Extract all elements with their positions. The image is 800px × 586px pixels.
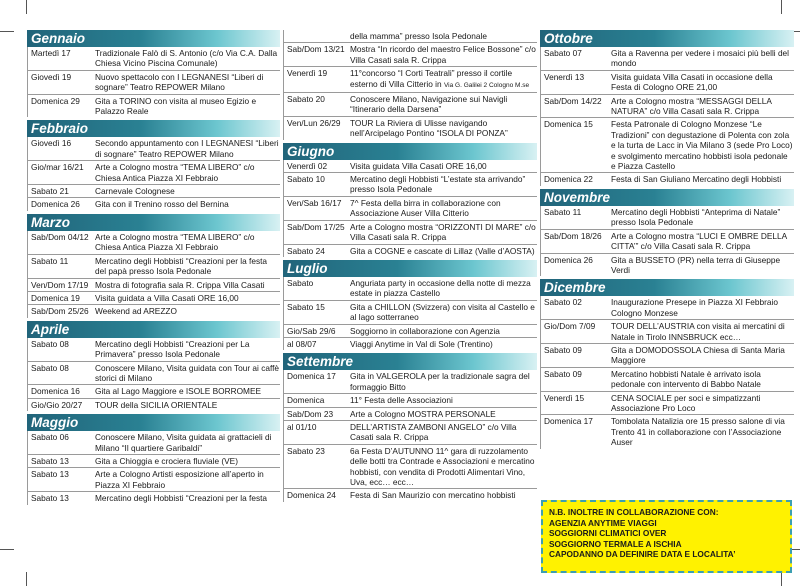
event-date	[287, 31, 350, 41]
event-row	[541, 344, 794, 368]
event-desc: 6a Festa D’AUTUNNO 11^ gara di ruzzolamento delle botti tra Contrade e Associazioni e mercatino hobbisti, con vendita di Prodotti Alimentari Vino, Uva, ecc… ecc…	[350, 445, 535, 487]
event-desc: Conoscere Milano, Visita guidata con Tour ai caffè storici di Milano	[95, 362, 280, 383]
event-row	[28, 385, 280, 398]
column-middle	[283, 30, 537, 505]
crop-mark	[781, 0, 782, 14]
event-row	[28, 198, 280, 210]
event-date: Domenica 19	[31, 292, 80, 303]
month-title: Dicembre	[540, 279, 794, 296]
event-row	[284, 197, 537, 221]
event-desc: Gita a Ravenna per vedere i mosaici più belli del mondo	[611, 48, 790, 69]
event-row	[541, 368, 794, 392]
month-gennaio	[27, 30, 280, 117]
event-desc: Secondo appuntamento con I LEGNANESI “Liberi di sognare” Teatro REPOWER Milano	[95, 138, 279, 159]
event-date: Venerdì 02	[287, 160, 328, 171]
month-title: Marzo	[27, 214, 280, 231]
month-maggio-continued	[283, 30, 537, 140]
event-list	[540, 47, 794, 186]
event-date: Sab/Dom 18/26	[544, 230, 602, 241]
event-list	[540, 206, 794, 276]
event-row	[284, 160, 537, 173]
event-row	[284, 30, 537, 43]
month-title: Febbraio	[27, 120, 280, 137]
event-row	[284, 277, 537, 301]
event-desc: Gita con il Trenino rosso del Bernina	[95, 199, 229, 210]
event-desc: Conoscere Milano, Visita guidata ai grattacieli di Milano “Il quartiere Garibaldi”	[95, 432, 272, 453]
event-date: Ven/Lun 26/29	[287, 117, 341, 128]
event-desc: Gita a DOMODOSSOLA Chiesa di Santa Maria Maggiore	[611, 344, 785, 366]
event-row	[284, 173, 537, 197]
event-date: Sabato 13	[31, 469, 69, 480]
event-desc: Carnevale Colognese	[95, 186, 175, 197]
event-date: Ven/Sab 16/17	[287, 197, 342, 208]
event-date: Ven/Dom 17/19	[31, 279, 89, 290]
event-row	[541, 71, 794, 95]
month-maggio	[27, 414, 280, 504]
event-desc: Arte a Cologno mostra “TEMA LIBERO” c/o Chiesa Antica Piazza XI Febbraio	[95, 162, 255, 183]
event-date: Sabato 06	[31, 432, 69, 443]
event-desc: Festa Patronale di Cologno Monzese “Le Tradizioni” con degustazione di Polenta con zola e la turta de Lacc in Via Milano 3 (sede Pro Loco) e svolgimento mercatino hobbisti isola pedonale e Piazza Castello	[611, 119, 793, 172]
event-desc: Mercatino hobbisti Natale è arrivato isola pedonale con intervento di Babbo Natale	[611, 368, 761, 390]
event-row	[28, 362, 280, 386]
month-title: Novembre	[540, 189, 794, 206]
event-desc: Gita a COGNE e cascate di Lillaz (Valle d’AOSTA)	[350, 245, 535, 256]
event-desc: Mercatino degli Hobbisti “Creazioni per la festa	[95, 493, 268, 504]
event-row	[284, 445, 537, 490]
event-date: Sabato 15	[287, 301, 325, 312]
event-row	[284, 221, 537, 245]
event-desc: Arte a Cologno mostra “MESSAGGI DELLA NATURA” c/o Villa Casati sala R. Crippa	[611, 95, 772, 117]
note-line: SOGGIORNI CLIMATICI OVER	[549, 528, 667, 539]
event-row	[284, 394, 537, 407]
event-date: Sabato 23	[287, 445, 325, 456]
event-desc: Nuovo spettacolo con I LEGNANESI “Liberi di sognare” Teatro REPOWER Milano	[95, 71, 264, 93]
event-list	[283, 370, 537, 501]
event-desc: Festa di San Maurizio con mercatino hobbisti	[350, 490, 516, 501]
event-date: Sabato 11	[544, 206, 582, 217]
note-line: SOGGIORNO TERMALE A ISCHIA	[549, 538, 682, 549]
event-desc: Inaugurazione Presepe in Piazza XI Febbraio Cologno Monzese	[611, 297, 778, 318]
event-row	[28, 338, 280, 362]
event-date: Sabato 10	[287, 174, 325, 185]
event-row	[28, 47, 280, 71]
event-row	[284, 301, 537, 325]
month-giugno	[283, 143, 537, 257]
event-date: Sabato 24	[287, 245, 325, 256]
event-date: Sabato 08	[31, 338, 69, 349]
event-desc: TOUR DELL’AUSTRIA con visita ai mercatini di Natale in Tirolo INNSBRUCK ecc…	[611, 321, 785, 342]
event-row	[284, 338, 537, 350]
month-dicembre	[540, 279, 794, 448]
event-row	[541, 392, 794, 416]
column-right	[540, 30, 794, 452]
event-date: Sab/Dom 23	[287, 408, 334, 419]
event-date: Domenica 15	[544, 119, 593, 130]
month-ottobre	[540, 30, 794, 186]
event-desc-address: Via G. Galilei 2 Cologno M.se	[443, 81, 530, 89]
event-desc: Viaggi Anytime in Val di Sole (Trentino)	[350, 338, 493, 349]
event-row	[284, 489, 537, 501]
event-desc: Mercatino degli Hobbisti “Creazioni per La Primavera” presso Isola Pedonale	[95, 338, 250, 360]
event-desc: Mostra di fotografia sala R. Crippa Villa Casati	[95, 279, 265, 290]
event-date: Giovedì 16	[31, 138, 72, 149]
event-row	[284, 408, 537, 421]
event-row	[284, 370, 537, 394]
event-desc: CENA SOCIALE per soci e simpatizzanti Associazione Pro Loco	[611, 392, 761, 413]
event-row	[284, 245, 537, 257]
event-date: Sabato 02	[544, 297, 582, 308]
event-row	[28, 255, 280, 279]
event-date: Sabato	[287, 277, 314, 288]
event-desc: Conoscere Milano, Navigazione sui Navigli “Itinerario della Darsena”	[350, 94, 508, 115]
event-date: Venerdì 15	[544, 392, 585, 403]
month-febbraio	[27, 120, 280, 210]
event-date: Sab/Dom 14/22	[544, 95, 602, 106]
event-desc: Mercatino degli Hobbisti “Creazioni per la festa del papà presso Isola Pedonale	[95, 255, 268, 277]
event-row	[284, 93, 537, 117]
event-desc: della mamma” presso Isola Pedonale	[350, 31, 487, 41]
event-row	[28, 185, 280, 198]
event-desc: Mostra “In ricordo del maestro Felice Bossone” c/o Villa Casati sala R. Crippa	[350, 44, 536, 65]
month-marzo	[27, 214, 280, 318]
event-desc: Mercatino degli Hobbisti “L’estate sta arrivando” presso Isola Pedonale	[350, 174, 526, 195]
month-title: Luglio	[283, 260, 537, 277]
event-date: Domenica 26	[544, 254, 593, 265]
event-date: al 08/07	[287, 338, 317, 349]
event-date: Gio/Dom 7/09	[544, 321, 596, 332]
event-date: Sab/Dom 25/26	[31, 306, 89, 317]
event-desc: Gita a TORINO con visita al museo Egizio e Palazzo Reale	[95, 95, 257, 117]
event-desc: 11° Festa delle Associazioni	[350, 395, 453, 406]
month-title: Maggio	[27, 414, 280, 431]
event-row	[28, 231, 280, 255]
event-row	[284, 421, 537, 445]
column-left	[27, 30, 280, 508]
event-desc: DELL’ARTISTA ZAMBONI ANGELO” c/o Villa Casati sala R. Crippa	[350, 421, 517, 443]
event-list	[283, 30, 537, 140]
event-date: al 01/10	[287, 421, 317, 432]
event-date: Sabato 09	[544, 344, 582, 355]
month-novembre	[540, 189, 794, 276]
event-desc: Arte a Cologno MOSTRA PERSONALE	[350, 408, 496, 419]
event-list	[540, 296, 794, 448]
event-row	[541, 254, 794, 277]
event-row	[28, 279, 280, 292]
event-date: Domenica 26	[31, 199, 80, 210]
event-row	[28, 305, 280, 317]
event-row	[541, 296, 794, 320]
month-settembre	[283, 353, 537, 501]
event-desc: Arte a Cologno mostra “ORIZZONTI DI MARE” c/o Villa Casati sala R. Crippa	[350, 221, 536, 243]
event-date: Venerdì 19	[287, 68, 328, 79]
event-date: Gio/Sab 29/6	[287, 325, 336, 336]
event-row	[28, 492, 280, 504]
month-aprile	[27, 321, 280, 411]
event-row	[541, 95, 794, 119]
event-date: Domenica 22	[544, 174, 593, 185]
event-desc: TOUR della SICILIA ORIENTALE	[95, 399, 218, 410]
crop-mark	[781, 572, 782, 586]
event-desc: Visita guidata a Villa Casati ORE 16,00	[95, 292, 239, 303]
event-row	[28, 161, 280, 185]
event-row	[28, 468, 280, 492]
event-date: Sabato 20	[287, 94, 325, 105]
month-title: Settembre	[283, 353, 537, 370]
event-list	[27, 47, 280, 117]
note-line: AGENZIA ANYTIME VIAGGI	[549, 517, 657, 528]
event-desc: Visita guidata Villa Casati ORE 16,00	[350, 160, 487, 171]
event-date: Sabato 13	[31, 455, 69, 466]
event-date: Domenica 16	[31, 386, 80, 397]
crop-mark	[26, 572, 27, 586]
event-date: Sabato 21	[31, 186, 69, 197]
event-date: Sabato 09	[544, 368, 582, 379]
event-row	[284, 43, 537, 67]
event-date: Martedì 17	[31, 48, 71, 58]
event-desc: Weekend ad AREZZO	[95, 306, 177, 317]
event-date: Domenica 24	[287, 490, 336, 501]
event-date: Domenica 17	[544, 416, 593, 427]
month-title: Aprile	[27, 321, 280, 338]
event-date: Gio/Gio 20/27	[31, 399, 83, 410]
event-row	[541, 118, 794, 173]
event-list	[283, 277, 537, 350]
event-list	[27, 137, 280, 210]
event-date: Venerdì 13	[544, 71, 585, 82]
month-luglio	[283, 260, 537, 350]
event-row	[541, 230, 794, 254]
event-row	[28, 292, 280, 305]
event-desc: Soggiorno in collaborazione con Agenzia	[350, 325, 500, 336]
event-desc: Gita a Chioggia e crociera fluviale (VE)	[95, 455, 238, 466]
event-desc: Arte a Cologno mostra “TEMA LIBERO” c/o Chiesa Antica Piazza XI Febbraio	[95, 231, 255, 253]
event-desc: Gita in VALGEROLA per la tradizionale sagra del formaggio Bitto	[350, 371, 530, 392]
event-row	[28, 137, 280, 161]
event-row	[28, 71, 280, 95]
event-list	[283, 160, 537, 257]
event-desc	[350, 68, 537, 91]
event-desc: Visita guidata Villa Casati in occasione della Festa di Cologno ORE 21,00	[611, 71, 773, 93]
event-desc: Anguriata party in occasione della notte di mezza estate in piazza Castello	[350, 277, 531, 299]
event-date: Sabato 11	[31, 255, 69, 266]
event-date: Sab/Dom 04/12	[31, 231, 89, 242]
event-desc: Mercatino degli Hobbisti “Anteprima di Natale” presso Isola Pedonale	[611, 206, 781, 228]
event-row	[28, 431, 280, 455]
collaboration-note-box	[541, 500, 792, 573]
crop-mark	[26, 0, 27, 14]
event-row	[28, 95, 280, 118]
event-desc: Tombolata Natalizia ore 15 presso salone di via Trento 41 in collaborazione con l’Associazione Auser	[611, 416, 785, 448]
event-desc: 7^ Festa della birra in collaborazione con Associazione Auser Villa Citterio	[350, 197, 501, 219]
event-date: Sabato 07	[544, 48, 582, 58]
note-line: N.B. INOLTRE IN COLLABORAZIONE CON:	[549, 507, 719, 517]
event-date: Domenica 29	[31, 95, 80, 106]
crop-mark	[0, 549, 14, 550]
event-row	[284, 117, 537, 140]
event-list	[27, 431, 280, 504]
event-row	[28, 455, 280, 468]
event-row	[284, 67, 537, 93]
month-title: Ottobre	[540, 30, 794, 47]
event-date: Domenica 17	[287, 371, 336, 382]
event-desc: Gita a BUSSETO (PR) nella terra di Giuseppe Verdi	[611, 254, 781, 275]
event-list	[27, 338, 280, 411]
event-row	[28, 399, 280, 411]
month-title: Gennaio	[27, 30, 280, 47]
event-desc: Arte a Cologno mostra “LUCI E OMBRE DELLA CITTA’” c/o Villa Casati sala R. Crippa	[611, 230, 787, 252]
crop-mark	[0, 31, 14, 32]
event-list	[27, 231, 280, 318]
event-date: Sab/Dom 17/25	[287, 221, 345, 232]
event-desc: Gita al Lago Maggiore e ISOLE BORROMEE	[95, 386, 262, 397]
month-title: Giugno	[283, 143, 537, 160]
event-date: Sabato 13	[31, 493, 69, 504]
event-row	[541, 206, 794, 230]
event-row	[541, 173, 794, 185]
event-desc: Festa di San Giuliano Mercatino degli Hobbisti	[611, 174, 782, 185]
event-row	[541, 320, 794, 344]
event-date: Sab/Dom 13/21	[287, 44, 345, 55]
event-row	[541, 415, 794, 448]
note-line: CAPODANNO DA DEFINIRE DATA E LOCALITA’	[549, 549, 736, 560]
event-row	[284, 325, 537, 338]
event-date: Giovedì 19	[31, 71, 72, 82]
event-desc-text: 11°concorso “I Corti Teatrali” presso il cortile esterno di Villa Citterio in	[350, 68, 513, 89]
event-row	[541, 47, 794, 71]
event-date: Domenica	[287, 395, 325, 406]
event-date: Gio/mar 16/21	[31, 162, 84, 173]
event-desc: Gita a CHILLON (Svizzera) con visita al Castello e al lago sotterraneo	[350, 301, 535, 323]
event-desc: Arte a Cologno Artisti esposizione all’aperto in Piazza XI Febbraio	[95, 469, 264, 490]
event-desc: Tradizionale Falò di S. Antonio (c/o Via C.A. Dalla Chiesa Vicino Piscina Comunale)	[95, 48, 278, 69]
event-date: Sabato 08	[31, 362, 69, 373]
event-desc: TOUR La Riviera di Ulisse navigando nell’Arcipelago Pontino “ISOLA DI PONZA”	[350, 117, 508, 139]
